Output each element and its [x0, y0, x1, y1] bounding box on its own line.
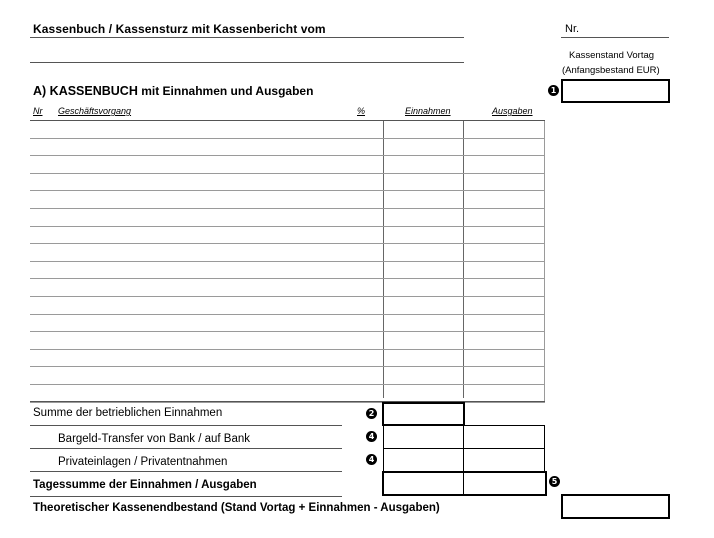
table-row[interactable] [30, 174, 545, 191]
section-title [33, 84, 313, 98]
marker-1-icon: 1 [548, 85, 559, 96]
summe-underline [30, 425, 342, 426]
bargeld-underline [30, 448, 342, 449]
marker-4b-icon: 4 [366, 454, 377, 465]
marker-4a-icon: 4 [366, 431, 377, 442]
bargeld-transfer-label: Bargeld-Transfer von Bank / auf Bank [58, 433, 250, 445]
table-row[interactable] [30, 209, 545, 226]
table-row[interactable] [30, 262, 545, 279]
kassenendbestand-field[interactable] [561, 494, 670, 519]
theoretisch-label: Theoretischer Kassenendbestand (Stand Vortag + Einnahmen - Ausgaben) [33, 502, 440, 514]
section-title-bold: A) KASSENBUCH [33, 84, 138, 98]
table-row[interactable] [30, 315, 545, 332]
privat-label: Privateinlagen / Privatentnahmen [58, 456, 228, 468]
table-row[interactable] [30, 227, 545, 244]
col-header-percent: % [357, 106, 366, 116]
bargeld-ausgaben-cell[interactable] [463, 425, 545, 449]
opening-balance-field[interactable] [561, 79, 670, 103]
nr-underline[interactable] [561, 37, 669, 38]
table-row[interactable] [30, 279, 545, 296]
table-row-line [30, 402, 545, 403]
privat-ausgaben-cell[interactable] [463, 448, 545, 472]
opening-balance-sublabel: (Anfangsbestand EUR) [562, 65, 660, 76]
table-row[interactable] [30, 350, 545, 367]
title-second-line[interactable] [30, 62, 464, 63]
privat-underline [30, 471, 342, 472]
table-row[interactable] [30, 244, 545, 261]
table-row[interactable] [30, 191, 545, 208]
tagessumme-underline [30, 496, 342, 497]
table-row[interactable] [30, 332, 545, 349]
col-header-einnahmen: Einnahmen [405, 106, 451, 116]
tagessumme-einnahmen-field[interactable] [384, 473, 462, 494]
opening-balance-label: Kassenstand Vortag [569, 50, 655, 61]
privat-einnahmen-cell[interactable] [383, 448, 464, 472]
bargeld-einnahmen-cell[interactable] [383, 425, 464, 449]
marker-2-icon: 2 [366, 408, 377, 419]
col-header-ausgaben: Ausgaben [492, 106, 533, 116]
title-date-underline[interactable] [30, 37, 464, 38]
col-header-nr: Nr [33, 106, 43, 116]
tagessumme-divider [463, 472, 464, 495]
marker-5-icon: 5 [549, 476, 560, 487]
summe-einnahmen-label: Summe der betrieblichen Einnahmen [33, 407, 223, 419]
table-row[interactable] [30, 385, 545, 402]
tagessumme-ausgaben-field[interactable] [465, 473, 544, 494]
table-bottom-line [30, 401, 545, 402]
summe-einnahmen-field[interactable] [382, 402, 465, 426]
section-title-rest: mit Einnahmen und Ausgaben [137, 84, 314, 98]
table-row[interactable] [30, 297, 545, 314]
form-title: Kassenbuch / Kassensturz mit Kassenbericht vom [33, 22, 326, 36]
table-row[interactable] [30, 139, 545, 156]
table-row[interactable] [30, 156, 545, 173]
table-row[interactable] [30, 121, 545, 138]
nr-label: Nr. [565, 23, 580, 35]
col-header-vorgang: Geschäftsvorgang [58, 106, 132, 116]
table-row[interactable] [30, 367, 545, 384]
tagessumme-label: Tagessumme der Einnahmen / Ausgaben [33, 479, 257, 491]
